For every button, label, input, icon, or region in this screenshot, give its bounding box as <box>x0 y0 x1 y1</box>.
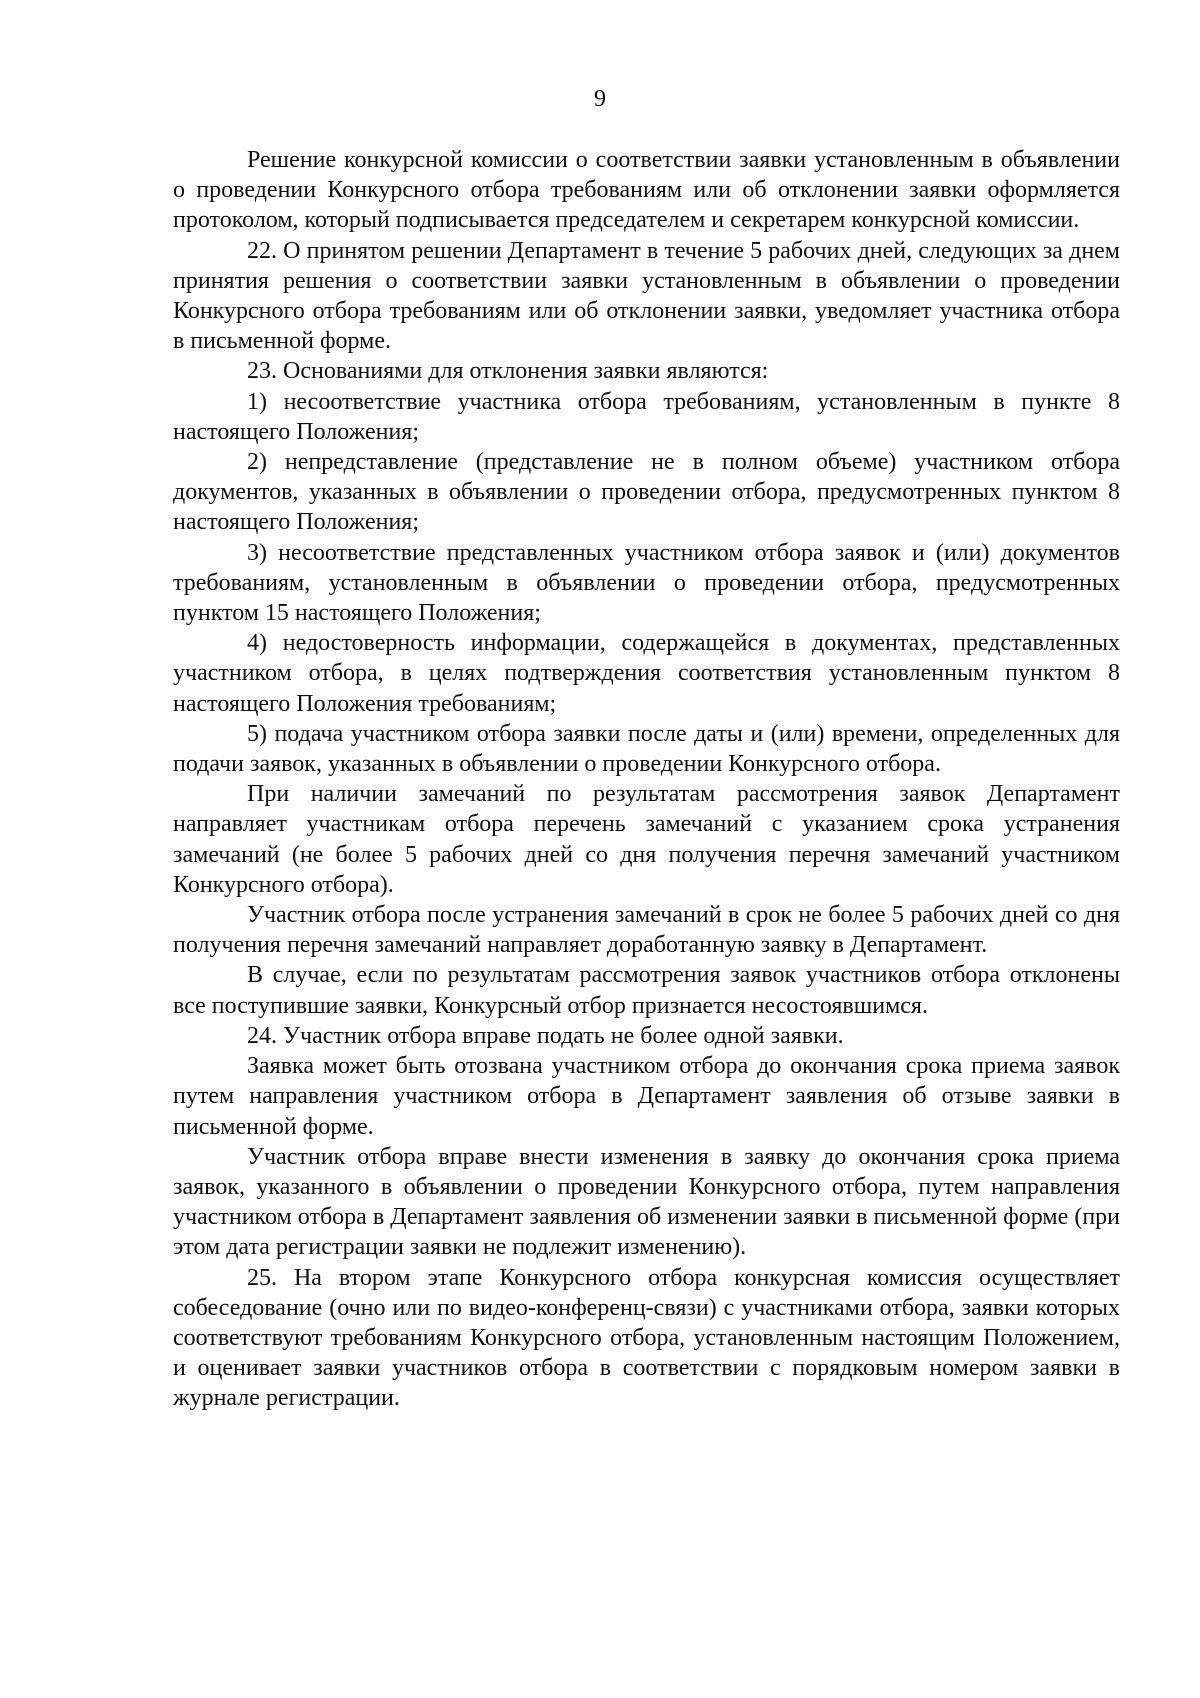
page-number: 9 <box>594 86 606 112</box>
document-body <box>173 145 1120 1414</box>
paragraph-revised-application: Участник отбора после устранения замечаний в срок не более 5 рабочих дней со дня получения перечня замечаний направляет доработанную заявку в Департамент. <box>173 902 1120 959</box>
paragraph-22: 22. О принятом решении Департамент в течение 5 рабочих дней, следующих за днем принятия решения о соответствии заявки установленным в объявлении о проведении Конкурсного отбора требованиям или об отклонении заявки, уведомляет участника отбора в письменной форме. <box>173 237 1120 355</box>
paragraph-withdrawal: Заявка может быть отозвана участником отбора до окончания срока приема заявок путем направления участником отбора в Департамент заявления об отзыве заявки в письменной форме. <box>173 1053 1120 1140</box>
paragraph-amendment: Участник отбора вправе внести изменения в заявку до окончания срока приема заявок, указанного в объявлении о проведении Конкурсного отбора, путем направления участником отбора в Департамент заявления об изменении заявки в письменной форме (при этом дата регистрации заявки не подлежит изменению). <box>173 1143 1120 1261</box>
list-item-4: 4) недостоверность информации, содержащейся в документах, представленных участником отбора, в целях подтверждения соответствия установленным пунктом 8 настоящего Положения требованиям; <box>173 630 1120 717</box>
paragraph-remarks: При наличии замечаний по результатам рассмотрения заявок Департамент направляет участникам отбора перечень замечаний с указанием срока устранения замечаний (не более 5 рабочих дней со дня получения перечня замечаний участником Конкурсного отбора). <box>173 781 1120 898</box>
paragraph-24: 24. Участник отбора вправе подать не более одной заявки. <box>247 1022 844 1049</box>
paragraph-failed-selection: В случае, если по результатам рассмотрения заявок участников отбора отклонены все поступившие заявки, Конкурсный отбор признается несостоявшимся. <box>173 962 1120 1019</box>
list-item-2: 2) непредставление (представление не в полном объеме) участником отбора документов, указанных в объявлении о проведении отбора, предусмотренных пунктом 8 настоящего Положения; <box>173 449 1120 536</box>
list-item-3: 3) несоответствие представленных участником отбора заявок и (или) документов требованиям, установленным в объявлении о проведении отбора, предусмотренных пунктом 15 настоящего Положения; <box>173 539 1120 627</box>
paragraph-25: 25. На втором этапе Конкурсного отбора конкурсная комиссия осуществляет собеседование (очно или по видео-конференц-связи) с участниками отбора, заявки которых соответствуют требованиям Конкурсного отбора, установленным настоящим Положением, и оценивает заявки участников отбора в соответствии с порядковым номером заявки в журнале регистрации. <box>173 1264 1120 1412</box>
list-item-5: 5) подача участником отбора заявки после даты и (или) времени, определенных для подачи заявок, указанных в объявлении о проведении Конкурсного отбора. <box>173 720 1120 778</box>
list-item-1: 1) несоответствие участника отбора требованиям, установленным в пункте 8 настоящего Положения; <box>173 388 1120 445</box>
paragraph-23: 23. Основаниями для отклонения заявки являются: <box>247 358 769 385</box>
paragraph-decision-protocol: Решение конкурсной комиссии о соответствии заявки установленным в объявлении о проведении Конкурсного отбора требованиям или об отклонении заявки оформляется протоколом, который подписывается председателем и секретарем конкурсной комиссии. <box>173 147 1120 234</box>
